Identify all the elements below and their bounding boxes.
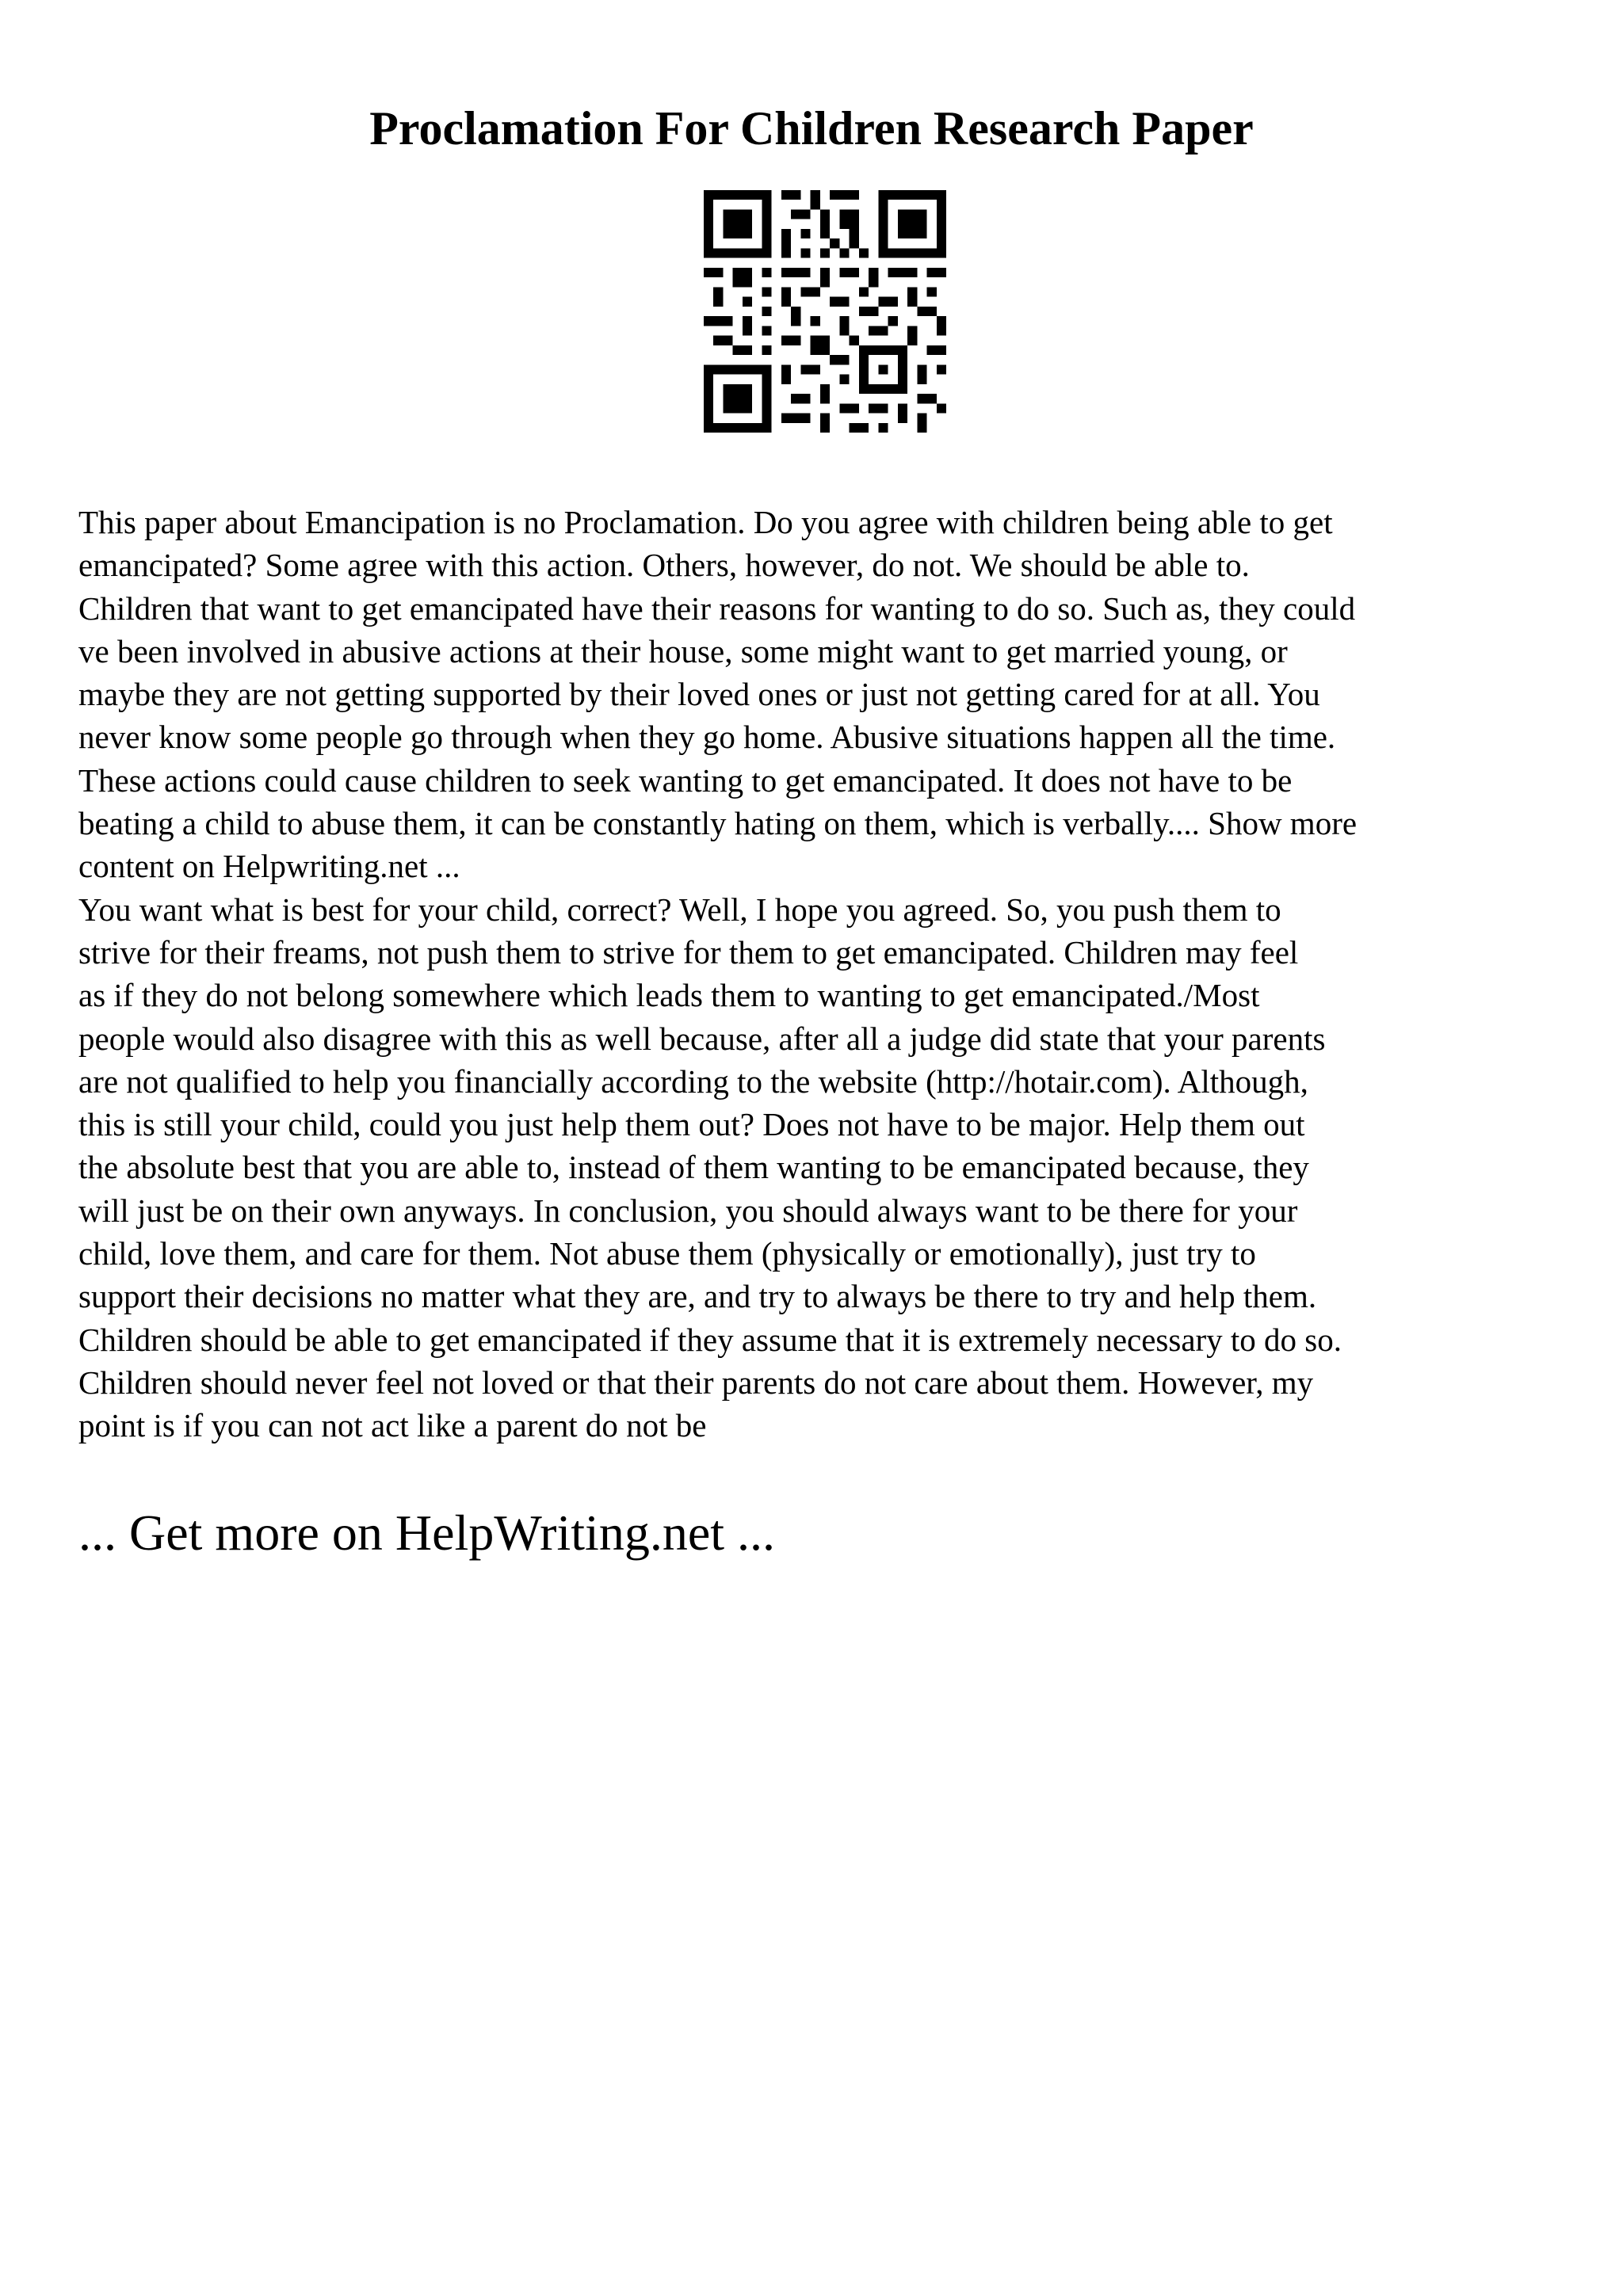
qr-code-icon: [704, 190, 946, 433]
article-body: [78, 501, 1552, 1447]
get-more-link[interactable]: ... Get more on HelpWriting.net ...: [78, 1505, 775, 1561]
paragraph-1: This paper about Emancipation is no Proclamation. Do you agree with children being able to get emancipated? Some agree with this action. Others, however, do not. We should be able to. Children that want to get emancipated have their reasons for wanting to do so. Such as, they could ve been involved in abusive actions at their house, some might want to get married young, or maybe they are not getting supported by their loved ones or just not getting cared for at all. You never know some people go through when they go home. Abusive situations happen all the time. These actions could cause children to seek wanting to get emancipated. It does not have to be beating a child to abuse them, it can be constantly hating on them, which is verbally.... Show more content on Helpwriting.net ...: [78, 504, 1358, 885]
page-title: Proclamation For Children Research Paper: [369, 102, 1254, 154]
qr-code-graphic: [704, 190, 946, 433]
paragraph-2: You want what is best for your child, correct? Well, I hope you agreed. So, you push them to strive for their freams, not push them to strive for them to get emancipated. Children may feel as if they do not belong somewhere which leads them to wanting to get emancipated./Most people would also disagree with this as well because, after all a judge did state that your parents are not qualified to help you financially according to the website (http://hotair.com). Although, this is still your child, could you just help them out? Does not have to be major. Help them out the absolute best that you are able to, instead of them wanting to be emancipated because, they will just be on their own anyways. In conclusion, you should always want to be there for your child, love them, and care for them. Not abuse them (physically or emotionally), just try to support their decisions no matter what they are, and try to always be there to try and help them. Children should be able to get emancipated if they assume that it is extremely necessary to do so. Children should never feel not loved or that their parents do not care about them. However, my point is if you can not act like a parent do not be: [78, 891, 1342, 1444]
